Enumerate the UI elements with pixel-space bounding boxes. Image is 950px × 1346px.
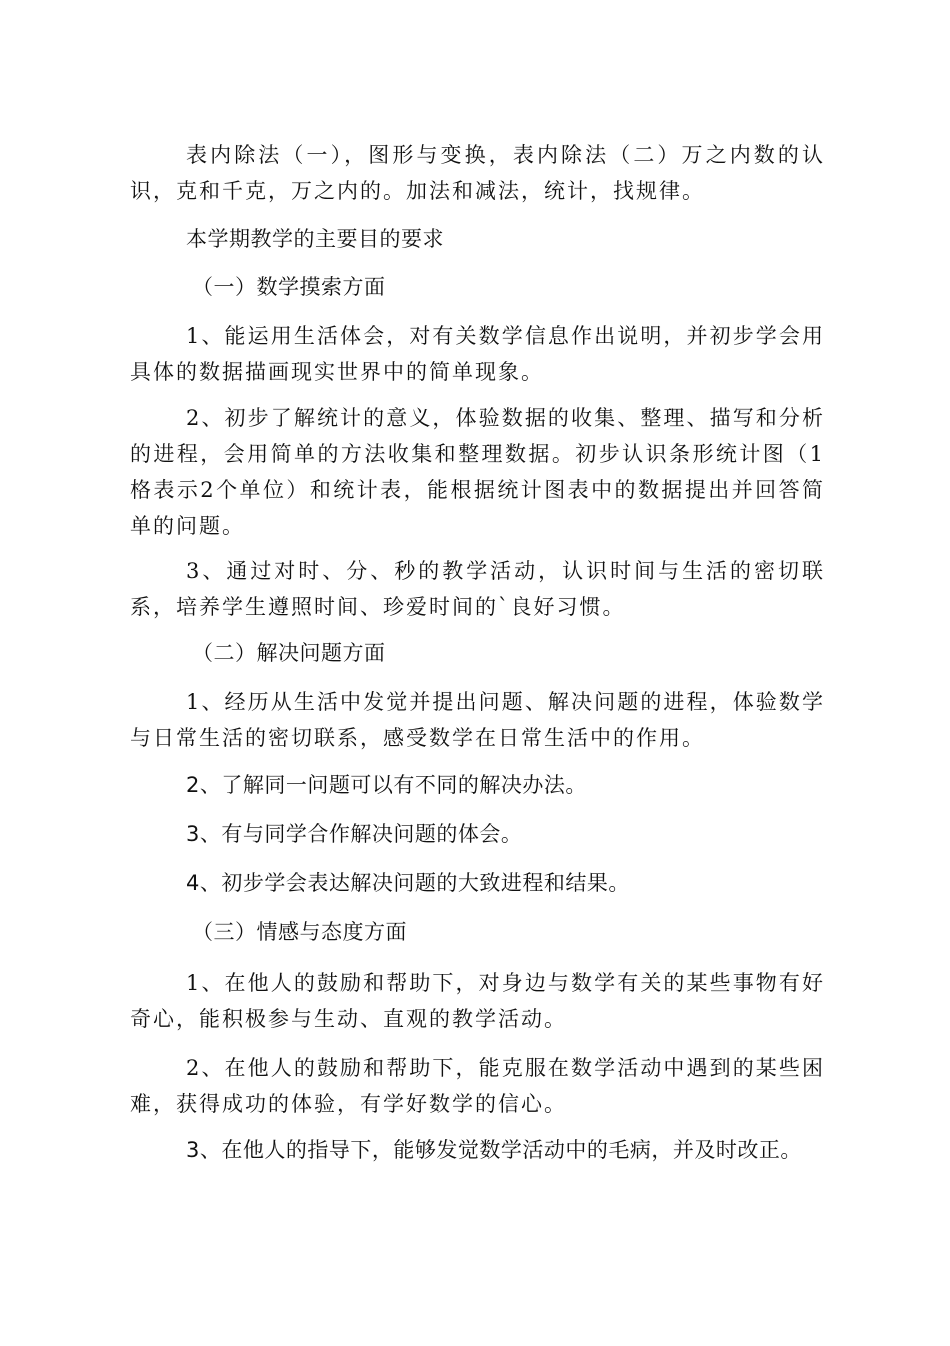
exploration-item-3: 3、通过对时、分、秒的教学活动，认识时间与生活的密切联系，培养学生遵照时间、珍爱时间的`良好习惯。	[130, 559, 825, 619]
attitude-item-2: 2、在他人的鼓励和帮助下，能克服在数学活动中遇到的某些困难，获得成功的体验，有学好数学的信心。	[130, 1056, 825, 1116]
problem-solving-item-4: 4、初步学会表达解决问题的大致进程和结果。	[186, 871, 630, 895]
problem-solving-item-3: 3、有与同学合作解决问题的体会。	[186, 822, 523, 846]
exploration-item-2: 2、初步了解统计的意义，体验数据的收集、整理、描写和分析的进程，会用简单的方法收集和整理数据。初步认识条形统计图（1格表示2个单位）和统计表，能根据统计图表中的数据提出并回答简单的问题。	[130, 406, 825, 538]
exploration-item-1: 1、能运用生活体会，对有关数学信息作出说明，并初步学会用具体的数据描画现实世界中的简单现象。	[130, 324, 825, 384]
problem-solving-item-2: 2、了解同一问题可以有不同的解决办法。	[186, 773, 587, 797]
sub-heading-attitude: （三）情感与态度方面	[192, 920, 407, 944]
section-title: 本学期教学的主要目的要求	[186, 227, 444, 251]
attitude-item-3: 3、在他人的指导下，能够发觉数学活动中的毛病，并及时改正。	[186, 1138, 802, 1162]
sub-heading-exploration: （一）数学摸索方面	[192, 275, 386, 299]
problem-solving-item-1: 1、经历从生活中发觉并提出问题、解决问题的进程，体验数学与日常生活的密切联系，感受数学在日常生活中的作用。	[130, 690, 825, 750]
attitude-item-1: 1、在他人的鼓励和帮助下，对身边与数学有关的某些事物有好奇心，能积极参与生动、直观的教学活动。	[130, 971, 825, 1031]
sub-heading-problem-solving: （二）解决问题方面	[192, 641, 386, 665]
intro-paragraph: 表内除法（一），图形与变换，表内除法（二）万之内数的认识，克和千克，万之内的。加法和减法，统计，找规律。	[130, 143, 825, 203]
